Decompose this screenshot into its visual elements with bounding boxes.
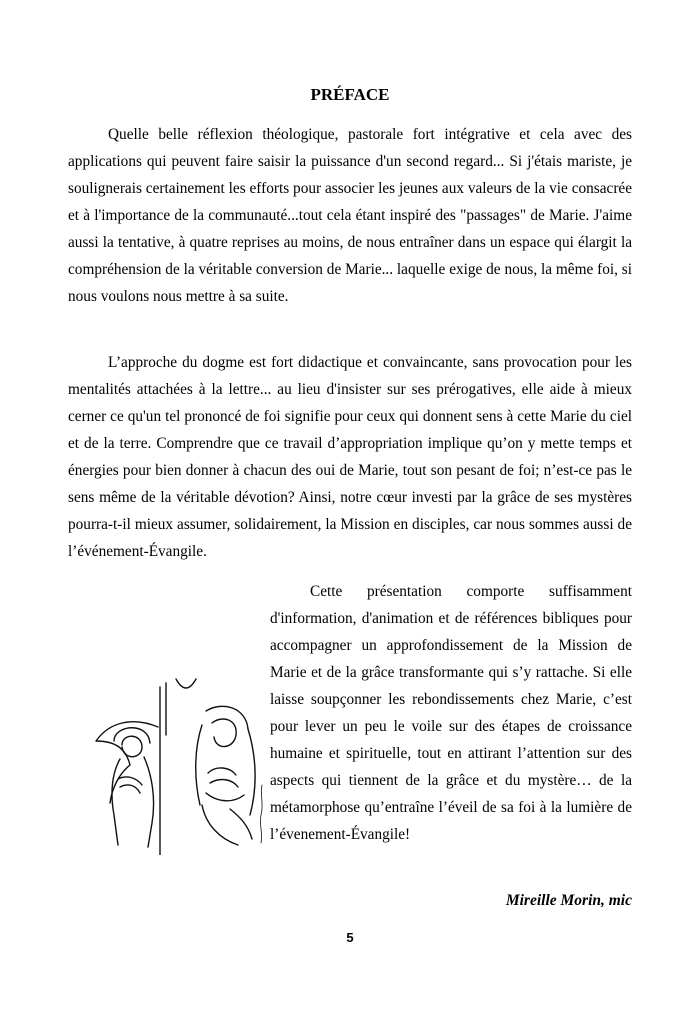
annunciation-illustration [90, 675, 270, 855]
paragraph-2: L’approche du dogme est fort didactique et convaincante, sans provocation pour les mentalités attachées à la lettre... au lieu d'insister sur ses prérogatives, elle aide à mieux cerner ce qu'un tel prononcé de foi signifie pour ceux qui donnent sens à cette Marie du ciel et de la terre. Comprendre que ce travail d’appropriation implique qu’on y mette temps et énergies pour bien donner à chacun des oui de Marie, tout son pesant de foi; n’est-ce pas le sens même de la véritable dévotion? Ainsi, notre cœur investi par la grâce de ses mystères pourra-t-il mieux assumer, solidairement, la Mission en disciples, car nous sommes aussi de l’événement-Évangile. [68, 354, 632, 560]
author-signature: Mireille Morin, mic [505, 892, 632, 909]
paragraph-3-text: Cette présentation comporte suffisamment d'information, d'animation et de références bibliques pour accompagner un approfondissement de la Mission de Marie et de la grâce transformante qui s’y rattache. Si elle laisse soupçonner les rebondissements chez Marie, c’est pour lever un peu le voile sur des étapes de croissance humaine et spirituelle, tout en attirant l’attention sur des aspects qui tiennent de la grâce et du mystère… de la métamorphose qu’entraîne l’éveil de sa foi à la lumière de l’évenement-Évangile! [270, 583, 632, 843]
page-title: PRÉFACE [310, 85, 390, 104]
annunciation-line-drawing-icon [90, 675, 270, 855]
page-number: 5 [346, 930, 354, 945]
paragraph-1: Quelle belle réflexion théologique, pastorale fort intégrative et cela avec des applications qui peuvent faire saisir la puissance d'un second regard... Si j'étais mariste, je soulignerais certainement les efforts pour associer les jeunes aux valeurs de la vie consacrée et à l'importance de la communauté...tout cela étant inspiré des "passages" de Marie. J'aime aussi la tentative, à quatre reprises au moins, de nous entraîner dans un espace qui élargit la compréhension de la véritable conversion de Marie... laquelle exige de nous, la même foi, si nous voulons nous mettre à sa suite. [68, 126, 632, 305]
